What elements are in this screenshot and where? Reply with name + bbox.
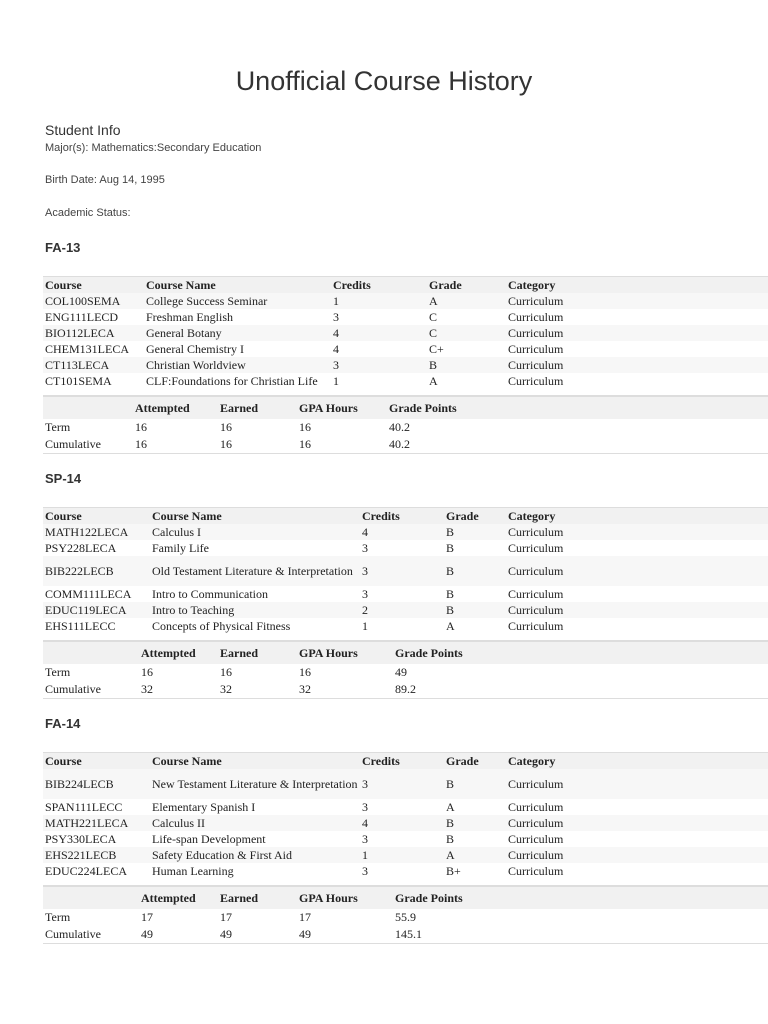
course-grade: A bbox=[429, 373, 438, 388]
course-code: COL100SEMA bbox=[43, 293, 144, 309]
course-name: College Success Seminar bbox=[144, 293, 331, 309]
summary-earned: 32 bbox=[218, 681, 297, 699]
course-grade: A bbox=[427, 293, 506, 309]
course-row bbox=[43, 524, 768, 540]
course-row bbox=[43, 325, 768, 341]
term-summary-row bbox=[43, 419, 768, 436]
course-code: BIO112LECA bbox=[43, 325, 144, 341]
course-name: Intro to Communication bbox=[152, 586, 268, 601]
summary-gpa-hours: 49 bbox=[297, 926, 393, 944]
summary-label: Cumulative bbox=[43, 926, 139, 944]
course-grade: B bbox=[427, 357, 506, 373]
course-credits: 3 bbox=[362, 586, 368, 601]
header-grade: Grade bbox=[446, 753, 479, 768]
course-code: BIB224LECB bbox=[43, 769, 150, 799]
major-line: Major(s): Mathematics:Secondary Education bbox=[45, 142, 262, 154]
header-attempted: Attempted bbox=[141, 645, 196, 660]
course-category: Curriculum bbox=[508, 341, 564, 356]
course-grade: C bbox=[427, 325, 506, 341]
summary-attempted: 17 bbox=[141, 910, 153, 924]
summary-earned: 49 bbox=[218, 926, 297, 944]
course-name: Calculus I bbox=[150, 524, 360, 540]
course-code: CHEM131LECA bbox=[45, 341, 129, 356]
course-category: Curriculum bbox=[506, 357, 768, 373]
course-name: Intro to Teaching bbox=[150, 602, 360, 618]
academic-status-line: Academic Status: bbox=[45, 207, 131, 219]
cumulative-summary-row bbox=[43, 926, 768, 944]
course-grade: C+ bbox=[429, 341, 444, 356]
course-credits: 2 bbox=[360, 602, 444, 618]
summary-attempted: 16 bbox=[141, 665, 153, 679]
course-table-header bbox=[43, 508, 768, 525]
course-name: General Chemistry I bbox=[146, 341, 244, 356]
course-code: EDUC224LECA bbox=[45, 863, 127, 878]
course-credits: 1 bbox=[333, 373, 339, 388]
course-row bbox=[43, 293, 768, 309]
term-heading: FA-14 bbox=[45, 716, 81, 731]
birth-date-line: Birth Date: Aug 14, 1995 bbox=[45, 174, 165, 186]
course-code: SPAN111LECC bbox=[45, 799, 123, 814]
course-grade: B bbox=[446, 586, 455, 601]
course-grade: A bbox=[444, 847, 506, 863]
course-category: Curriculum bbox=[506, 524, 768, 540]
course-table bbox=[43, 276, 768, 389]
course-table-header bbox=[43, 277, 768, 294]
course-credits: 3 bbox=[362, 831, 368, 846]
header-blank bbox=[43, 396, 133, 419]
course-name: Safety Education & First Aid bbox=[150, 847, 360, 863]
course-row bbox=[43, 799, 768, 815]
course-name: Old Testament Literature & Interpretation bbox=[150, 556, 360, 586]
course-credits: 4 bbox=[360, 524, 444, 540]
header-course: Course bbox=[45, 753, 82, 768]
course-grade: B bbox=[444, 815, 506, 831]
course-grade: C bbox=[429, 309, 438, 324]
course-name: Life-span Development bbox=[152, 831, 266, 846]
course-category: Curriculum bbox=[506, 602, 768, 618]
course-name: Family Life bbox=[152, 540, 209, 555]
summary-gpa-hours: 16 bbox=[297, 436, 387, 454]
summary-grade-points: 40.2 bbox=[387, 436, 768, 454]
summary-attempted: 49 bbox=[139, 926, 218, 944]
summary-grade-points: 40.2 bbox=[389, 420, 410, 434]
course-grade: B+ bbox=[446, 863, 461, 878]
course-name: Concepts of Physical Fitness bbox=[152, 618, 291, 633]
course-code: ENG111LECD bbox=[45, 309, 119, 324]
course-credits: 4 bbox=[331, 325, 427, 341]
course-credits: 1 bbox=[362, 618, 368, 633]
cumulative-summary-row bbox=[43, 681, 768, 699]
summary-earned: 16 bbox=[218, 436, 297, 454]
course-name: General Botany bbox=[144, 325, 331, 341]
gpa-table bbox=[43, 640, 768, 699]
course-code: PSY228LECA bbox=[45, 540, 117, 555]
summary-grade-points: 145.1 bbox=[393, 926, 768, 944]
header-category: Category bbox=[508, 508, 556, 523]
term-heading: SP-14 bbox=[45, 471, 82, 486]
course-grade: B bbox=[446, 540, 455, 555]
course-grade: B bbox=[444, 602, 506, 618]
header-course: Course bbox=[45, 508, 82, 523]
header-attempted: Attempted bbox=[135, 400, 190, 415]
student-info-heading: Student Info bbox=[45, 122, 121, 138]
course-category: Curriculum bbox=[506, 556, 768, 586]
course-credits: 3 bbox=[333, 309, 339, 324]
summary-attempted: 16 bbox=[135, 420, 147, 434]
course-category: Curriculum bbox=[506, 815, 768, 831]
summary-earned: 16 bbox=[220, 665, 232, 679]
summary-grade-points: 89.2 bbox=[393, 681, 768, 699]
header-course: Course bbox=[45, 277, 82, 292]
term-summary-row bbox=[43, 909, 768, 926]
course-credits: 3 bbox=[331, 357, 427, 373]
course-category: Curriculum bbox=[508, 618, 564, 633]
course-code: MATH221LECA bbox=[43, 815, 150, 831]
header-category: Category bbox=[508, 277, 556, 292]
course-credits: 1 bbox=[360, 847, 444, 863]
course-name: Elementary Spanish I bbox=[152, 799, 256, 814]
course-credits: 3 bbox=[360, 769, 444, 799]
summary-attempted: 32 bbox=[139, 681, 218, 699]
gpa-table-header bbox=[43, 396, 768, 419]
course-name: Christian Worldview bbox=[144, 357, 331, 373]
course-row bbox=[43, 357, 768, 373]
course-category: Curriculum bbox=[508, 799, 564, 814]
course-credits: 1 bbox=[331, 293, 427, 309]
summary-grade-points: 49 bbox=[395, 665, 407, 679]
course-credits: 3 bbox=[362, 540, 368, 555]
course-category: Curriculum bbox=[508, 309, 564, 324]
summary-label: Cumulative bbox=[43, 436, 133, 454]
header-gpa-hours: GPA Hours bbox=[299, 400, 358, 415]
course-credits: 3 bbox=[362, 799, 368, 814]
header-category: Category bbox=[508, 753, 556, 768]
course-row bbox=[43, 540, 768, 556]
course-table bbox=[43, 752, 768, 879]
course-category: Curriculum bbox=[508, 373, 564, 388]
course-name: Human Learning bbox=[152, 863, 234, 878]
summary-attempted: 16 bbox=[133, 436, 218, 454]
gpa-table-header bbox=[43, 641, 768, 664]
course-grade: A bbox=[446, 618, 455, 633]
course-category: Curriculum bbox=[508, 540, 564, 555]
course-credits: 3 bbox=[360, 556, 444, 586]
header-earned: Earned bbox=[220, 645, 259, 660]
header-grade-points: Grade Points bbox=[389, 400, 457, 415]
summary-gpa-hours: 16 bbox=[299, 420, 311, 434]
course-row bbox=[43, 586, 768, 602]
course-code: COMM111LECA bbox=[45, 586, 132, 601]
header-earned: Earned bbox=[220, 890, 259, 905]
course-table bbox=[43, 507, 768, 634]
course-code: PSY330LECA bbox=[45, 831, 117, 846]
course-category: Curriculum bbox=[506, 847, 768, 863]
course-grade: B bbox=[446, 831, 455, 846]
gpa-table-header bbox=[43, 886, 768, 909]
course-code: EDUC119LECA bbox=[43, 602, 150, 618]
header-earned: Earned bbox=[220, 400, 259, 415]
header-blank bbox=[43, 641, 139, 664]
header-credits: Credits bbox=[362, 753, 400, 768]
gpa-table bbox=[43, 885, 768, 944]
course-row bbox=[43, 863, 768, 879]
course-name: Freshman English bbox=[146, 309, 233, 324]
header-course-name: Course Name bbox=[152, 753, 222, 768]
summary-label: Term bbox=[45, 910, 71, 924]
course-code: EHS221LECB bbox=[43, 847, 150, 863]
summary-label: Term bbox=[45, 420, 71, 434]
header-grade-points: Grade Points bbox=[395, 645, 463, 660]
course-credits: 4 bbox=[360, 815, 444, 831]
course-row bbox=[43, 815, 768, 831]
course-credits: 4 bbox=[333, 341, 339, 356]
course-row bbox=[43, 556, 768, 586]
cumulative-summary-row bbox=[43, 436, 768, 454]
course-category: Curriculum bbox=[506, 325, 768, 341]
course-row bbox=[43, 847, 768, 863]
course-name: New Testament Literature & Interpretation bbox=[150, 769, 360, 799]
page-title: Unofficial Course History bbox=[235, 66, 533, 96]
summary-earned: 16 bbox=[220, 420, 232, 434]
header-grade: Grade bbox=[446, 508, 479, 523]
header-blank bbox=[43, 886, 139, 909]
course-code: EHS111LECC bbox=[45, 618, 116, 633]
header-gpa-hours: GPA Hours bbox=[299, 645, 358, 660]
course-credits: 3 bbox=[362, 863, 368, 878]
header-credits: Credits bbox=[333, 277, 371, 292]
course-row bbox=[43, 341, 768, 357]
header-grade: Grade bbox=[429, 277, 462, 292]
course-table-header bbox=[43, 753, 768, 770]
header-credits: Credits bbox=[362, 508, 400, 523]
header-course-name: Course Name bbox=[152, 508, 222, 523]
header-gpa-hours: GPA Hours bbox=[299, 890, 358, 905]
course-category: Curriculum bbox=[508, 863, 564, 878]
gpa-table bbox=[43, 395, 768, 454]
header-attempted: Attempted bbox=[141, 890, 196, 905]
header-grade-points: Grade Points bbox=[395, 890, 463, 905]
summary-gpa-hours: 17 bbox=[299, 910, 311, 924]
course-row bbox=[43, 373, 768, 389]
summary-gpa-hours: 32 bbox=[297, 681, 393, 699]
summary-grade-points: 55.9 bbox=[395, 910, 416, 924]
term-heading: FA-13 bbox=[45, 240, 81, 255]
course-name: CLF:Foundations for Christian Life bbox=[146, 373, 318, 388]
header-course-name: Course Name bbox=[146, 277, 216, 292]
summary-label: Term bbox=[45, 665, 71, 679]
term-summary-row bbox=[43, 664, 768, 681]
course-row bbox=[43, 831, 768, 847]
course-code: CT101SEMA bbox=[45, 373, 112, 388]
course-code: BIB222LECB bbox=[43, 556, 150, 586]
course-category: Curriculum bbox=[508, 586, 564, 601]
course-code: CT113LECA bbox=[43, 357, 144, 373]
course-code: MATH122LECA bbox=[43, 524, 150, 540]
course-row bbox=[43, 769, 768, 799]
course-category: Curriculum bbox=[506, 769, 768, 799]
course-grade: B bbox=[444, 769, 506, 799]
course-grade: A bbox=[446, 799, 455, 814]
course-row bbox=[43, 618, 768, 634]
course-category: Curriculum bbox=[506, 293, 768, 309]
course-row bbox=[43, 602, 768, 618]
course-grade: B bbox=[444, 524, 506, 540]
course-category: Curriculum bbox=[508, 831, 564, 846]
summary-earned: 17 bbox=[220, 910, 232, 924]
summary-gpa-hours: 16 bbox=[299, 665, 311, 679]
course-row bbox=[43, 309, 768, 325]
summary-label: Cumulative bbox=[43, 681, 139, 699]
course-name: Calculus II bbox=[150, 815, 360, 831]
course-grade: B bbox=[444, 556, 506, 586]
